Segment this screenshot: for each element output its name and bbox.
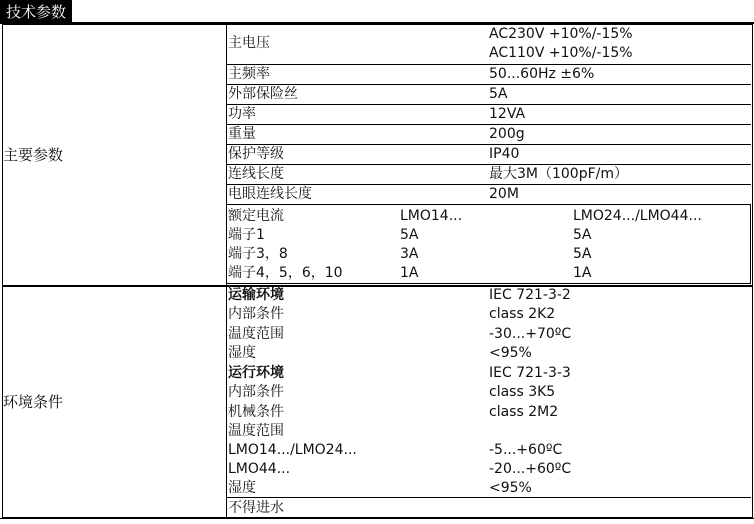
current-row-terminal: 端子1 [228, 227, 265, 243]
category-divider [226, 285, 227, 517]
env-label: 运输环境 [228, 287, 284, 303]
param-value: AC230V +10%/-15% [489, 26, 633, 42]
param-label: 重量 [228, 126, 256, 142]
param-value: 最大3M（100pF/m） [489, 166, 629, 182]
param-label: 保护等级 [228, 146, 284, 162]
current-row-value: 5A [400, 227, 419, 243]
param-label: 连线长度 [228, 166, 284, 182]
param-label: 主电压 [228, 35, 270, 51]
current-row-value: 5A [573, 246, 592, 262]
env-label: 内部条件 [228, 306, 284, 322]
env-label: 运行环境 [228, 365, 284, 381]
param-value: 12VA [489, 106, 526, 122]
current-header-model: LMO14... [400, 208, 463, 224]
env-label: 湿度 [228, 480, 256, 496]
env-value: -5...+60ºC [489, 442, 563, 458]
env-value: -20...+60ºC [489, 461, 572, 477]
env-label: 机械条件 [228, 404, 284, 420]
category-environment: 环境条件 [3, 393, 64, 411]
current-row-value: 3A [400, 246, 419, 262]
param-value: 50...60Hz ±6% [489, 66, 595, 82]
env-label: 湿度 [228, 345, 256, 361]
param-label: 外部保险丝 [228, 86, 298, 102]
current-row-value: 1A [573, 265, 592, 281]
param-label: 电眼连线长度 [228, 186, 312, 202]
current-row-value: 1A [400, 265, 419, 281]
env-label: 不得进水 [228, 500, 284, 516]
param-value: 20M [489, 186, 519, 202]
section-title: 技术参数 [0, 0, 72, 24]
env-value: <95% [489, 480, 532, 496]
env-label: LMO14.../LMO24... [228, 442, 357, 458]
env-label: LMO44... [228, 461, 291, 477]
env-label: 温度范围 [228, 423, 284, 439]
param-value: 200g [489, 126, 525, 142]
env-value: IEC 721-3-3 [489, 365, 571, 381]
env-value: class 2M2 [489, 404, 559, 420]
current-row-terminal: 端子4，5，6，10 [228, 265, 343, 281]
env-label: 温度范围 [228, 326, 284, 342]
env-value: class 2K2 [489, 306, 556, 322]
param-label: 主频率 [228, 66, 270, 82]
env-value: <95% [489, 345, 532, 361]
current-row-value: 5A [573, 227, 592, 243]
bottom-border [0, 518, 754, 519]
current-row-terminal: 端子3，8 [228, 246, 288, 262]
category-main-params: 主要参数 [3, 146, 64, 164]
param-label: 功率 [228, 106, 256, 122]
current-header-label: 额定电流 [228, 208, 284, 224]
param-value: IP40 [489, 146, 520, 162]
env-value: IEC 721-3-2 [489, 287, 571, 303]
param-value: 5A [489, 86, 508, 102]
current-header-model: LMO24.../LMO44... [573, 208, 702, 224]
environment-block [2, 285, 753, 518]
env-value: class 3K5 [489, 384, 556, 400]
env-value: -30...+70ºC [489, 326, 572, 342]
param-value: AC110V +10%/-15% [489, 45, 633, 61]
env-label: 内部条件 [228, 384, 284, 400]
